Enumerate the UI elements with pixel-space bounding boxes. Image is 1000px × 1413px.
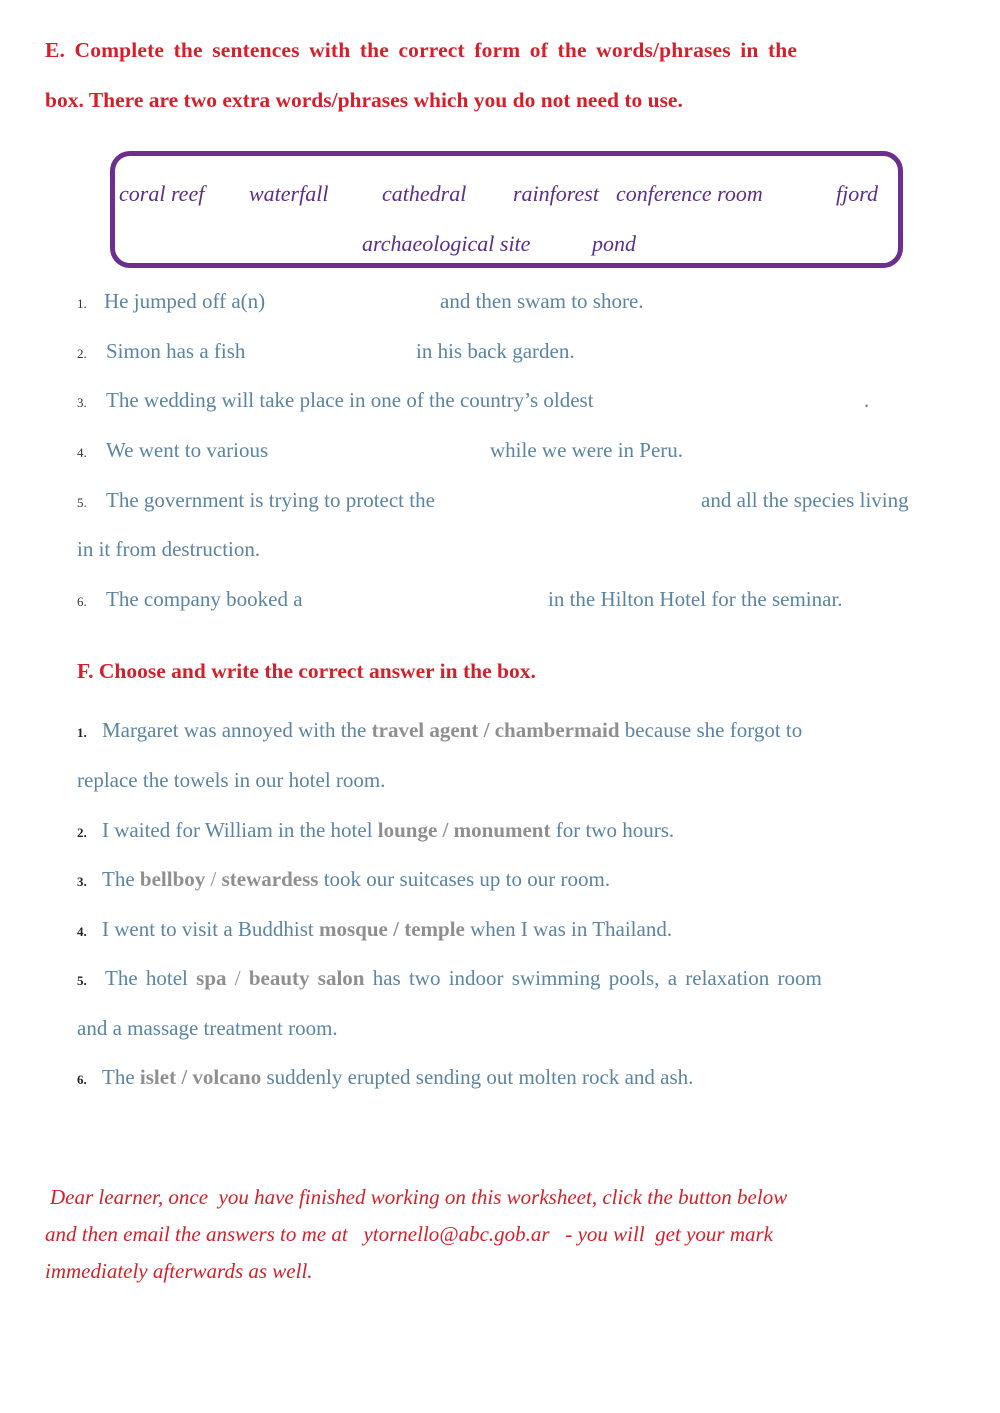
choice-item-6 — [77, 1065, 693, 1090]
item-number: 3. — [77, 395, 87, 410]
item-number: 5. — [77, 973, 87, 988]
footer-note-line1: Dear learner, once you have finished working on this worksheet, click the button below — [50, 1185, 788, 1209]
section-f-heading: F. Choose and write the correct answer in the box. — [77, 659, 536, 683]
sentence-end: . — [864, 388, 870, 412]
sentence-start: The — [102, 867, 135, 891]
sentence-end: and then swam to shore. — [440, 289, 644, 313]
answer-blank-6[interactable] — [335, 587, 541, 613]
section-e-heading-line1: E. Complete the sentences with the correct form of the words/phrases in the — [45, 38, 798, 62]
option-a[interactable]: lounge — [377, 818, 438, 842]
sentence-start: The hotel — [105, 966, 188, 990]
sentence-end: because she forgot to — [624, 718, 803, 742]
option-a[interactable]: bellboy — [139, 867, 206, 891]
word-pond: pond — [592, 231, 636, 256]
option-b[interactable]: temple — [404, 917, 465, 941]
option-b[interactable]: beauty salon — [248, 966, 365, 990]
item-number: 5. — [77, 495, 87, 510]
sentence-start: We went to various — [106, 438, 269, 462]
word-conference-room: conference room — [616, 181, 763, 206]
option-b[interactable]: chambermaid — [494, 718, 620, 742]
sentence-start: The company booked a — [106, 587, 303, 611]
sentence-end: while we were in Peru. — [490, 438, 684, 462]
sentence-continuation: replace the towels in our hotel room. — [77, 768, 386, 792]
word-coral-reef: coral reef — [119, 181, 205, 206]
word-waterfall: waterfall — [249, 181, 329, 206]
sentence-end: in the Hilton Hotel for the seminar. — [548, 587, 843, 611]
item-number: 3. — [77, 874, 87, 889]
item-number: 6. — [77, 594, 87, 609]
option-a[interactable]: islet — [139, 1065, 177, 1089]
option-separator: / — [181, 1065, 188, 1089]
sentence-start: I waited for William in the hotel — [102, 818, 373, 842]
choice-item-1 — [77, 718, 936, 743]
sentence-end: and all the species living — [701, 488, 909, 512]
sentence-start: He jumped off a(n) — [104, 289, 266, 313]
item-number: 1. — [77, 296, 87, 311]
item-number: 1. — [77, 725, 87, 740]
sentence-start: Margaret was annoyed with the — [102, 718, 367, 742]
item-number: 4. — [77, 924, 87, 939]
option-separator: / — [210, 867, 217, 891]
answer-blank-1[interactable] — [295, 289, 433, 315]
item-number: 2. — [77, 346, 87, 361]
choice-item-2 — [77, 818, 674, 843]
sentence-end: when I was in Thailand. — [470, 917, 673, 941]
option-separator: / — [393, 917, 399, 941]
option-separator: / — [483, 718, 490, 742]
option-b[interactable]: stewardess — [221, 867, 319, 891]
word-rainforest: rainforest — [513, 181, 599, 206]
sentence-end: suddenly erupted sending out molten rock and ash. — [266, 1065, 694, 1089]
sentence-start: Simon has a fish — [106, 339, 246, 363]
answer-blank-5[interactable] — [490, 488, 693, 514]
option-a[interactable]: spa — [196, 966, 227, 990]
footer-note-line2: and then email the answers to me at ytornello@abc.gob.ar - you will get your mark — [45, 1222, 773, 1246]
sentence-start: The — [102, 1065, 135, 1089]
section-e-heading-line2: box. There are two extra words/phrases which you do not need to use. — [45, 88, 683, 112]
choice-item-5 — [77, 966, 822, 991]
sentence-start: I went to visit a Buddhist — [102, 917, 314, 941]
choice-item-4 — [77, 917, 672, 942]
sentence-continuation: in it from destruction. — [77, 537, 261, 561]
footer-note-line3: immediately afterwards as well. — [45, 1259, 313, 1283]
sentence-start: The wedding will take place in one of the country’s oldest — [106, 388, 594, 412]
item-number: 4. — [77, 445, 87, 460]
item-number: 6. — [77, 1072, 87, 1087]
word-cathedral: cathedral — [382, 181, 467, 206]
answer-blank-3[interactable] — [662, 388, 858, 414]
sentence-end: took our suitcases up to our room. — [323, 867, 611, 891]
sentence-end: has two indoor swimming pools, a relaxation room — [372, 966, 822, 990]
word-archaeological-site: archaeological site — [362, 231, 531, 256]
sentence-continuation: and a massage treatment room. — [77, 1016, 338, 1040]
option-b[interactable]: monument — [453, 818, 551, 842]
option-b[interactable]: volcano — [192, 1065, 262, 1089]
option-separator: / — [442, 818, 449, 842]
word-fjord: fjord — [836, 181, 878, 206]
option-a[interactable]: travel agent — [371, 718, 479, 742]
option-a[interactable]: mosque — [319, 917, 388, 941]
item-number: 2. — [77, 825, 87, 840]
answer-blank-4[interactable] — [298, 438, 483, 464]
sentence-end: for two hours. — [555, 818, 675, 842]
choice-item-3 — [77, 867, 610, 892]
option-separator: / — [234, 966, 241, 990]
sentence-start: The government is trying to protect the — [106, 488, 435, 512]
sentence-end: in his back garden. — [416, 339, 575, 363]
answer-blank-2[interactable] — [272, 339, 408, 365]
